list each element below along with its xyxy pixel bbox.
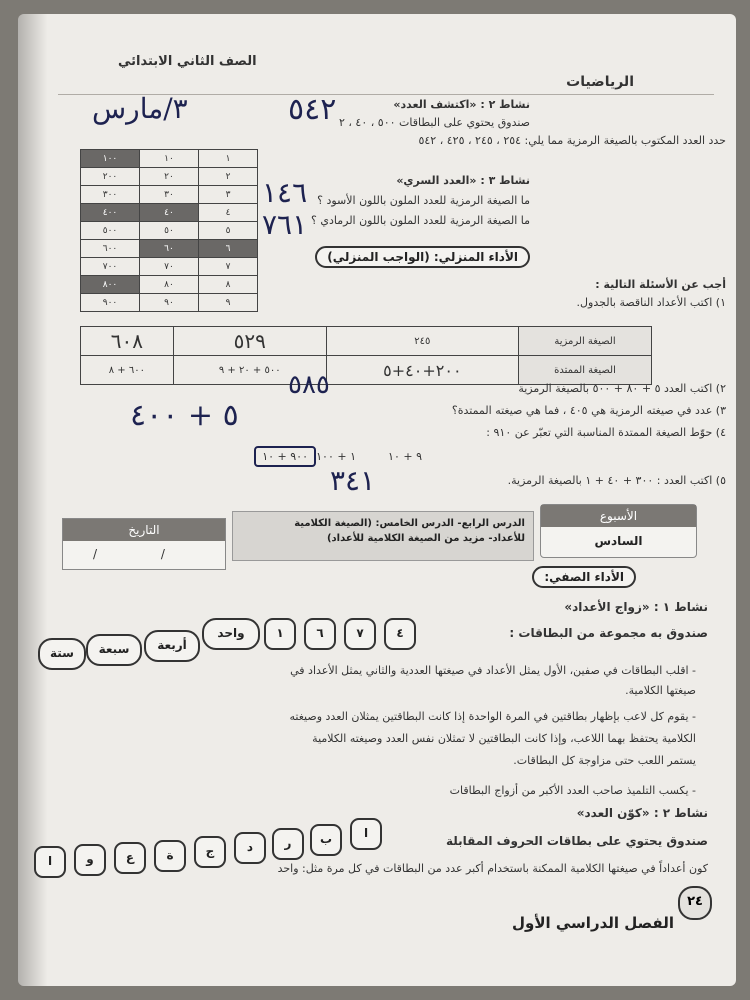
number-table-row [81,294,258,312]
number-table-cell: ٤ [199,204,258,222]
row-label-expanded: الصيغة الممتدة [519,356,652,385]
rule2a: - يقوم كل لاعب بإظهار بطاقتين في المرة الواحدة إذا كانت البطاقتين يمثلان العدد وصيغته [289,710,696,723]
grade-label: الصف الثاني الابتدائي [118,54,257,69]
page-binding-shadow [18,14,48,986]
worksheet-page [18,14,736,986]
rule2b: الكلامية يحتفظ بهما اللاعب، وإذا كانت البطاقتين لا تمثلان نفس العدد وصيغته الكلامية [312,732,696,745]
card-word-four: أربعة [144,630,200,662]
homework-q5: ٥) اكتب العدد : ٣٠٠ + ٤٠ + ١ بالصيغة الرمزية. [507,474,726,487]
number-table-cell: ٨٠ [140,276,199,294]
subject-label: الرياضيات [566,74,634,90]
card-number-4: ٤ [384,618,416,650]
letter-card-alif-2: ا [34,846,66,878]
number-table-row [81,240,258,258]
row-label-symbolic: الصيغة الرمزية [519,327,652,356]
number-table-row [81,150,258,168]
number-table-cell: ٢ [199,168,258,186]
number-table-cell: ٧ [199,258,258,276]
number-table-row [81,168,258,186]
letter-card-ba: ب [310,824,342,856]
activity2-answer: ٥٤٢ [288,92,337,127]
date-label: التاريخ [63,519,225,541]
number-table-cell: ٩٠٠ [81,294,140,312]
classwork-box2-line: صندوق يحتوي على بطاقات الحروف المقابلة [445,834,708,848]
option-900-plus-10-circled: ٩٠٠ + ١٠ [254,446,316,467]
number-table-cell: ٧٠ [140,258,199,276]
number-table-cell: ٦٠ [140,240,199,258]
rule1b: صيغتها الكلامية. [625,684,696,697]
number-table-cell: ٣٠ [140,186,199,204]
card-number-6: ٦ [304,618,336,650]
option-9-plus-10: ٩ + ١٠ [388,450,422,463]
activity3-title: نشاط ٣ : «العدد السري» [396,174,530,187]
number-table-cell: ٦٠٠ [81,240,140,258]
letter-card-jim: ج [194,836,226,868]
option-1-plus-100: ١ + ١٠٠ [316,450,356,463]
lesson-box [232,511,534,561]
homework-answer5: ٣٤١ [330,464,376,497]
number-cards-table [80,149,258,312]
letter-card-ra: ر [272,828,304,860]
lesson-line1: الدرس الرابع- الدرس الخامس: (الصيغة الكلامية [294,518,525,529]
rule1a: - اقلب البطاقات في صفين، الأول يمثل الأعداد في صيغتها العددية والثاني يمثل الأعداد في [290,664,696,677]
page-header [58,54,714,95]
letter-card-ta-marbuta: ة [154,840,186,872]
number-table-row [81,222,258,240]
homework-prompt: أجب عن الأسئلة التالية : [595,278,726,291]
rule3: - يكسب التلميذ صاحب العدد الأكبر من أزواج البطاقات [449,784,696,797]
number-table-cell: ٥٠٠ [81,222,140,240]
number-table-cell: ٣ [199,186,258,204]
card-word-seven: سبعة [86,634,142,666]
cell-245: ٢٤٥ [326,327,518,356]
number-table-cell: ٢٠ [140,168,199,186]
letter-card-waw: و [74,844,106,876]
date-value: / / [93,547,195,561]
card-number-7: ٧ [344,618,376,650]
footer-term: الفصل الدراسي الأول [512,914,674,932]
number-table-cell: ٤٠ [140,204,199,222]
card-number-1: ١ [264,618,296,650]
activity3-answer1: ١٤٦ [262,176,308,209]
number-table-cell: ٥٠ [140,222,199,240]
number-table-cell: ٥ [199,222,258,240]
number-table-cell: ٢٠٠ [81,168,140,186]
homework-q3: ٣) عدد في صيغته الرمزية هي ٤٠٥ ، فما هي صيغته الممتدة؟ [451,404,726,417]
activity2-line2: حدد العدد المكتوب بالصيغة الرمزية مما يلي: ٢٥٤ ، ٢٤٥ ، ٤٢٥ ، ٥٤٢ [418,134,726,147]
card-word-one: واحد [202,618,260,650]
number-table-cell: ١٠٠ [81,150,140,168]
number-table-row [81,186,258,204]
letter-card-ain: ع [114,842,146,874]
handwritten-date: ٣/مارس [92,92,188,125]
homework-q1: ١) اكتب الأعداد الناقصة بالجدول. [576,296,726,309]
letter-card-alif: ا [350,818,382,850]
number-table-cell: ٤٠٠ [81,204,140,222]
page-number: ٢٤ [678,886,712,920]
place-value-table [80,326,652,385]
rule2c: يستمر اللعب حتى مزاوجة كل البطاقات. [513,754,696,767]
activity3-question2: ما الصيغة الرمزية للعدد الملون باللون الرمادي ؟ [311,214,530,227]
week-label: الأسبوع [541,505,696,527]
number-table-cell: ٩ [199,294,258,312]
homework-q4: ٤) حوّط الصيغة الممتدة المناسبة التي تعبّر عن ٩١٠ : [486,426,726,439]
activity2-line1: صندوق يحتوي على البطاقات ٥٠٠ ، ٤٠ ، ٢ [338,116,530,129]
number-table-cell: ١ [199,150,258,168]
week-value: السادس [594,534,643,548]
activity3-answer2: ٧٦١ [262,208,308,241]
number-table-cell: ٩٠ [140,294,199,312]
number-table-cell: ٨٠٠ [81,276,140,294]
number-table-cell: ٣٠٠ [81,186,140,204]
cell-529: ٥٢٩ [173,327,326,356]
task-line: كون أعداداً في صيغتها الكلامية الممكنة باستخدام أكبر عدد من البطاقات في كل مرة مثل: واحد [277,862,708,875]
week-box [540,504,697,558]
classwork-box-line: صندوق به مجموعة من البطاقات : [509,626,708,640]
homework-answer3: ٥ + ٤٠٠ [130,398,239,433]
number-table-cell: ٨ [199,276,258,294]
card-word-six: ستة [38,638,86,670]
date-box [62,518,226,570]
cell-expanded-529: ٥٠٠ + ٢٠ + ٩ [173,356,326,385]
number-table-cell: ١٠ [140,150,199,168]
homework-answer2: ٥٨٥ [288,370,330,400]
number-table-cell: ٦ [199,240,258,258]
lesson-line2: للأعداد- مزيد من الصيغة الكلامية للأعداد) [326,533,525,544]
cell-expanded-245: ٢٠٠+٤٠+٥ [326,356,518,385]
homework-q2: ٢) اكتب العدد ٥ + ٨٠ + ٥٠٠ بالصيغة الرمزية [518,382,726,395]
homework-title: الأداء المنزلي: (الواجب المنزلي) [315,246,530,268]
classwork-activity1-title: نشاط ١ : «زواج الأعداد» [564,600,708,614]
activity3-question1: ما الصيغة الرمزية للعدد الملون باللون الأسود ؟ [317,194,530,207]
number-table-row [81,276,258,294]
classwork-activity2-title: نشاط ٢ : «كوّن العدد» [576,806,708,820]
classwork-title: الأداء الصفي: [532,566,636,588]
cell-608: ٦٠٨ [81,327,174,356]
number-table-row [81,258,258,276]
letter-card-dal: د [234,832,266,864]
number-table-cell: ٧٠٠ [81,258,140,276]
activity2-title: نشاط ٢ : «اكتشف العدد» [393,98,530,111]
number-table-row [81,204,258,222]
cell-expanded-608: ٦٠٠ + ٨ [81,356,174,385]
